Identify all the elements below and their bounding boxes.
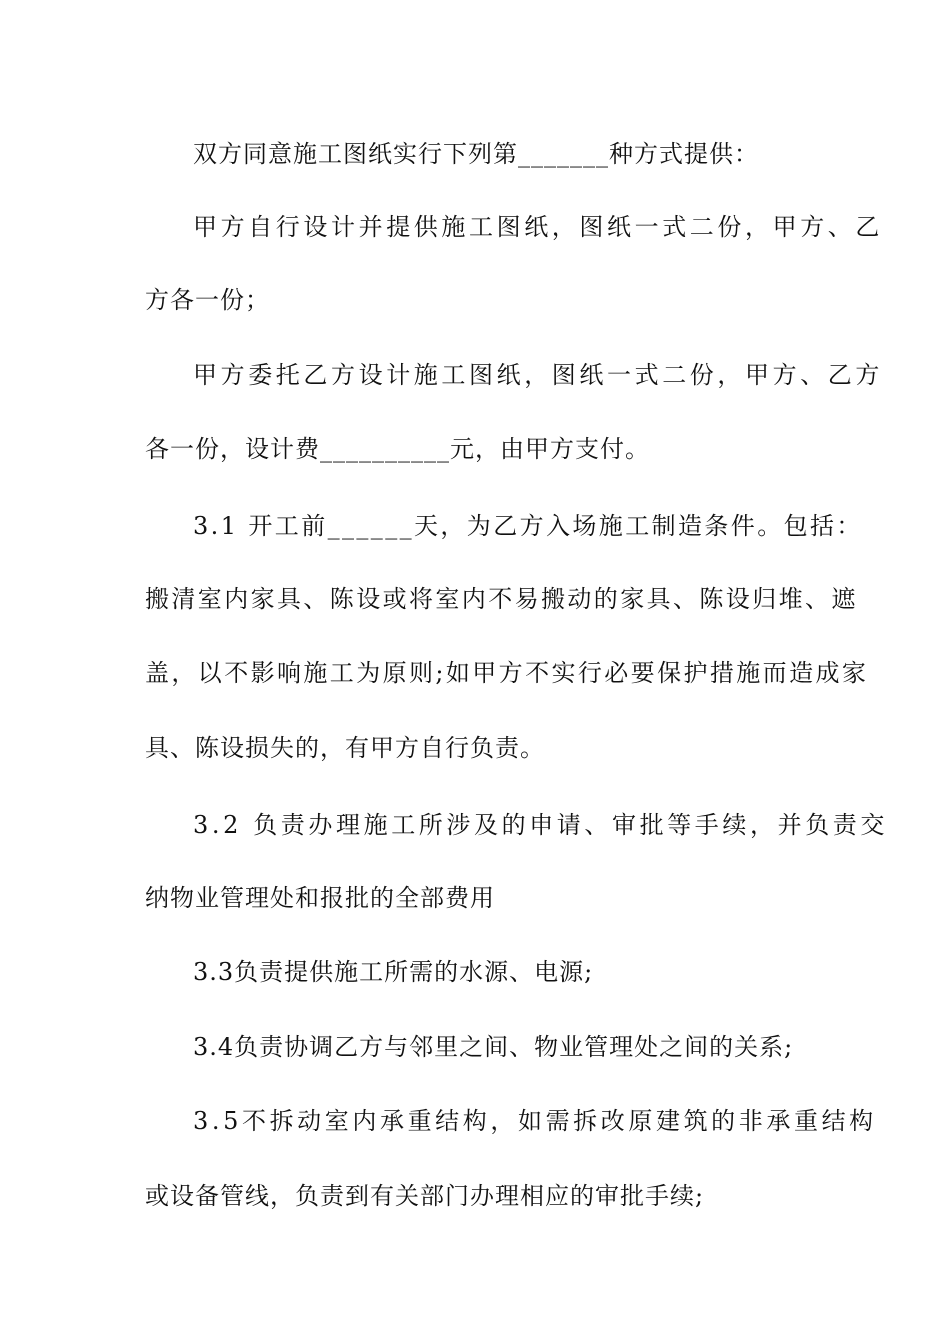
paragraph-line: 3.3负责提供施工所需的水源、电源; — [193, 958, 594, 986]
paragraph-line: 各一份，设计费__________元，由甲方支付。 — [145, 435, 650, 463]
paragraph-line: 方各一份； — [145, 286, 270, 314]
paragraph-line: 双方同意施工图纸实行下列第_______种方式提供： — [193, 140, 759, 168]
paragraph-line: 甲方委托乙方设计施工图纸，图纸一式二份，甲方、乙方 — [193, 361, 883, 389]
paragraph-line: 或设备管线，负责到有关部门办理相应的审批手续; — [145, 1182, 705, 1210]
paragraph-line: 具、陈设损失的，有甲方自行负责。 — [145, 734, 545, 762]
paragraph-line: 3.2 负责办理施工所涉及的申请、审批等手续，并负责交 — [193, 811, 888, 839]
paragraph-line: 3.5不拆动室内承重结构，如需拆改原建筑的非承重结构 — [193, 1107, 877, 1135]
paragraph-line: 搬清室内家具、陈设或将室内不易搬动的家具、陈设归堆、遮 — [145, 585, 858, 613]
paragraph-line: 3.4负责协调乙方与邻里之间、物业管理处之间的关系; — [193, 1033, 794, 1061]
paragraph-line: 盖，以不影响施工为原则;如甲方不实行必要保护措施而造成家 — [145, 659, 869, 687]
paragraph-line: 3.1 开工前______天，为乙方入场施工制造条件。包括： — [193, 512, 863, 540]
paragraph-line: 纳物业管理处和报批的全部费用 — [145, 884, 495, 912]
paragraph-line: 甲方自行设计并提供施工图纸，图纸一式二份，甲方、乙 — [193, 213, 883, 241]
